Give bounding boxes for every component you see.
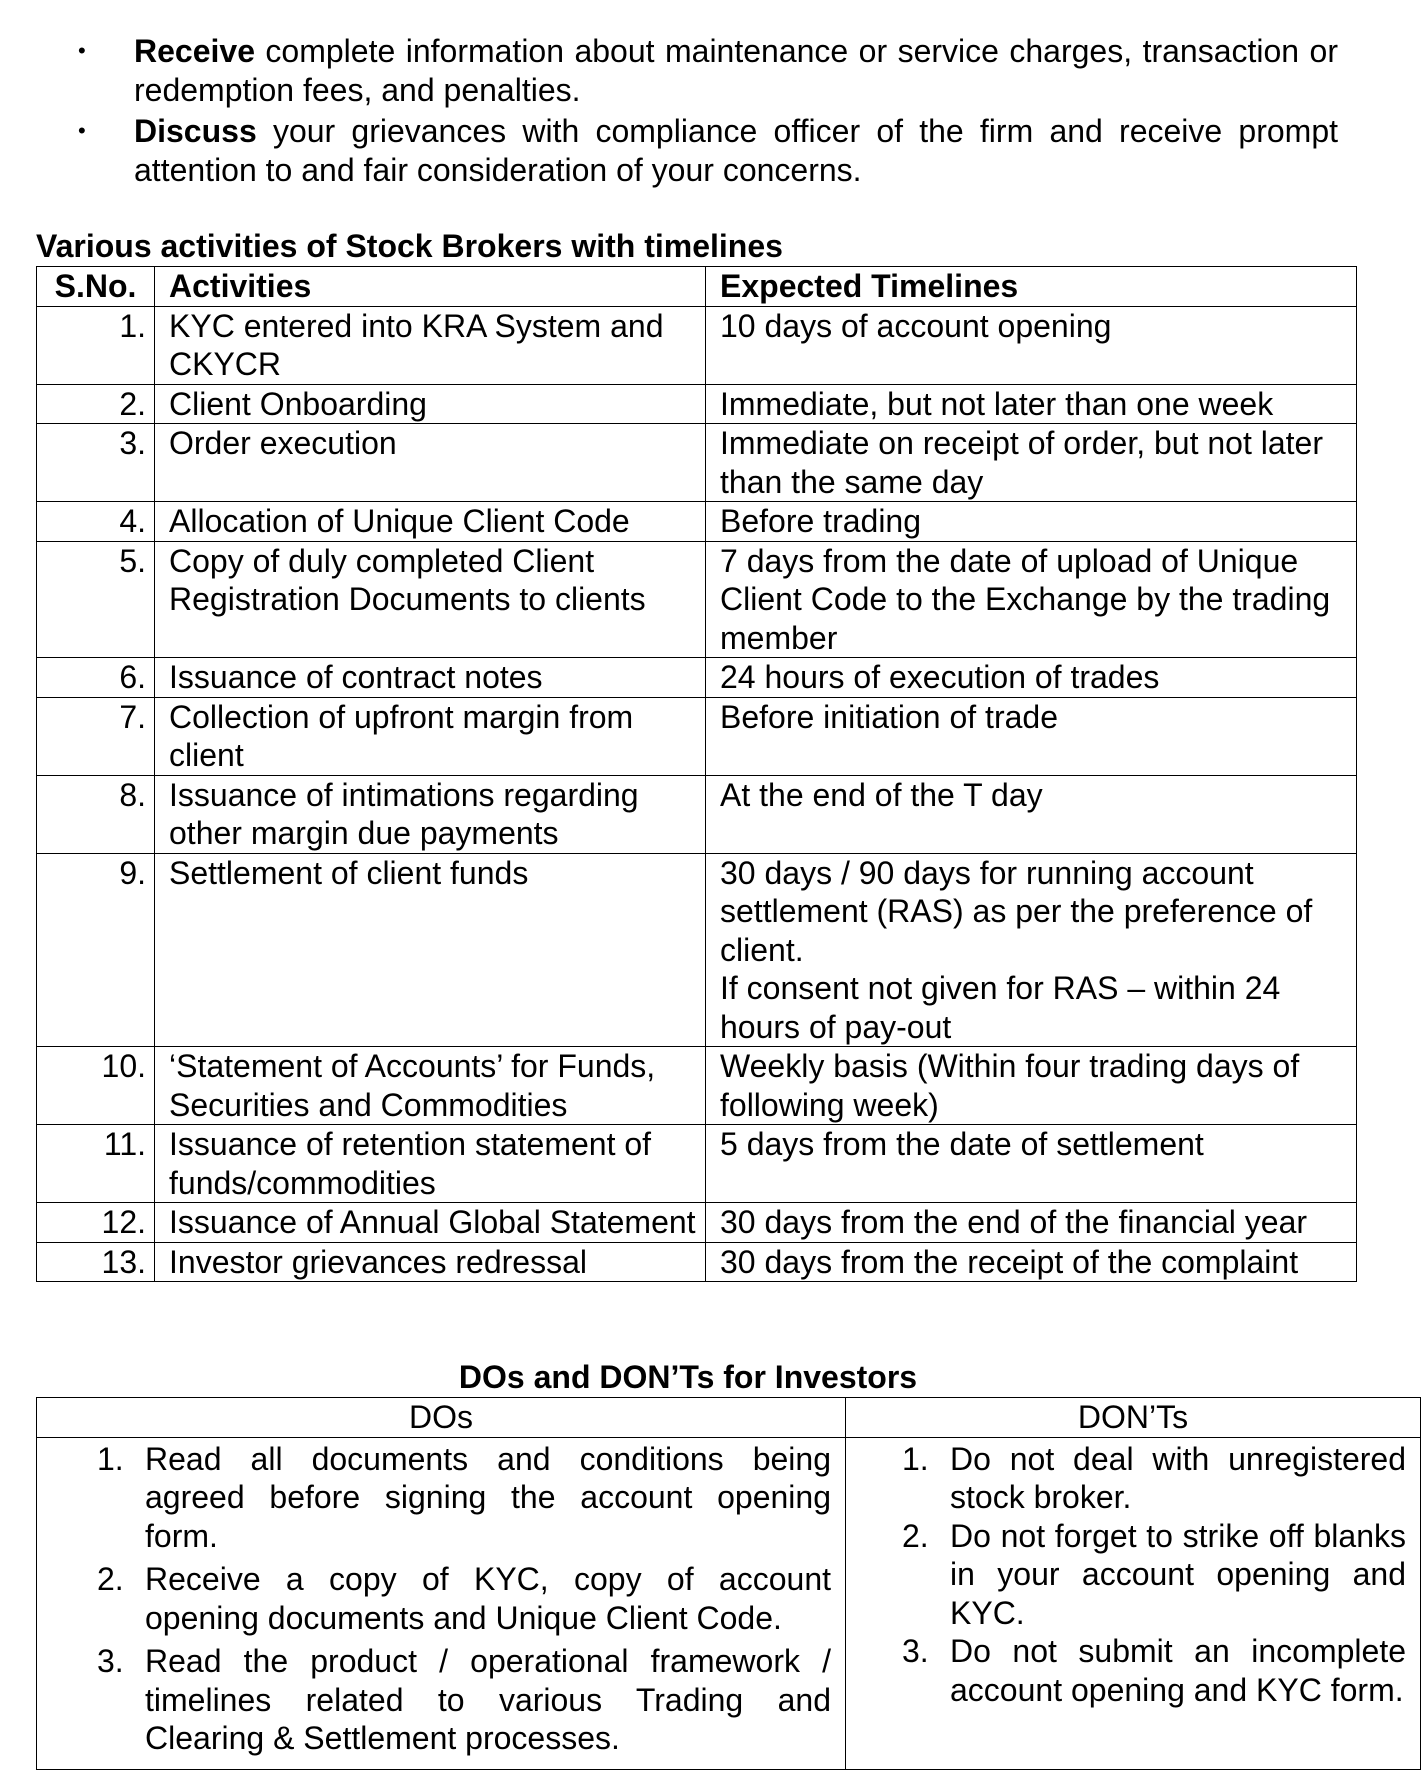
row-timeline-cell xyxy=(706,853,1357,1047)
timelines-title: Various activities of Stock Brokers with timelines xyxy=(36,228,783,264)
list-item xyxy=(97,1642,831,1758)
row-timeline: 5 days from the date of settlement xyxy=(706,1125,1357,1203)
table-row xyxy=(37,384,1357,424)
header-sno: S.No. xyxy=(37,267,155,307)
list-number: 1. xyxy=(97,1440,124,1477)
table-row xyxy=(37,1047,1357,1125)
list-item xyxy=(902,1517,1406,1633)
bullet-item xyxy=(76,112,1338,189)
table-header-row xyxy=(37,267,1357,307)
row-activity: Issuance of retention statement of funds/commodities xyxy=(155,1125,706,1203)
list-item xyxy=(97,1560,831,1637)
row-timeline: 30 days from the end of the financial year xyxy=(706,1203,1357,1243)
table-row xyxy=(37,697,1357,775)
table-row xyxy=(37,1125,1357,1203)
row-sno: 9. xyxy=(37,853,155,1047)
bullet-text: your grievances with compliance officer of the firm and receive prompt attention to and fair consideration of your concerns. xyxy=(134,113,1338,188)
row-sno: 8. xyxy=(37,775,155,853)
row-activity: Collection of upfront margin from client xyxy=(155,697,706,775)
table-row xyxy=(37,658,1357,698)
row-timeline: Before trading xyxy=(706,502,1357,542)
row-activity: Issuance of Annual Global Statement xyxy=(155,1203,706,1243)
row-timeline: At the end of the T day xyxy=(706,775,1357,853)
list-text: Receive a copy of KYC, copy of account opening documents and Unique Client Code. xyxy=(145,1561,831,1636)
row-activity: Investor grievances redressal xyxy=(155,1242,706,1282)
row-activity: Client Onboarding xyxy=(155,384,706,424)
list-text: Read all documents and conditions being agreed before signing the account opening form. xyxy=(145,1440,831,1554)
timelines-table xyxy=(36,266,1357,1282)
list-item xyxy=(97,1440,831,1556)
table-row xyxy=(37,1437,1421,1769)
table-row xyxy=(37,306,1357,384)
list-number: 3. xyxy=(97,1643,124,1679)
row-activity: Order execution xyxy=(155,424,706,502)
row-timeline: Immediate, but not later than one week xyxy=(706,384,1357,424)
row-sno: 1. xyxy=(37,306,155,384)
table-row xyxy=(37,502,1357,542)
bullet-text: complete information about maintenance or service charges, transaction or redemption fees, and penalties. xyxy=(134,33,1338,108)
row-timeline: Weekly basis (Within four trading days of following week) xyxy=(706,1047,1357,1125)
list-number: 1. xyxy=(902,1440,929,1477)
bullet-lead: Discuss xyxy=(134,113,257,149)
list-text: Do not deal with unregistered stock broker. xyxy=(950,1440,1406,1515)
donts-cell xyxy=(846,1437,1421,1769)
row-sno: 11. xyxy=(37,1125,155,1203)
table-header-row xyxy=(37,1398,1421,1438)
header-timelines: Expected Timelines xyxy=(706,267,1357,307)
dos-cell xyxy=(37,1437,846,1769)
row-sno: 12. xyxy=(37,1203,155,1243)
table-row xyxy=(37,541,1357,658)
row-timeline: 24 hours of execution of trades xyxy=(706,658,1357,698)
row-timeline: 30 days from the receipt of the complaint xyxy=(706,1242,1357,1282)
investor-rights-list xyxy=(76,32,1338,192)
list-item xyxy=(902,1440,1406,1517)
row-activity: KYC entered into KRA System and CKYCR xyxy=(155,306,706,384)
row-timeline: 30 days / 90 days for running account settlement (RAS) as per the preference of client. xyxy=(720,854,1313,968)
row-timeline: 10 days of account opening xyxy=(706,306,1357,384)
table-row xyxy=(37,775,1357,853)
list-number: 2. xyxy=(902,1517,929,1554)
row-activity: Copy of duly completed Client Registration Documents to clients xyxy=(155,541,706,658)
row-activity: ‘Statement of Accounts’ for Funds, Securities and Commodities xyxy=(155,1047,706,1125)
row-sno: 4. xyxy=(37,502,155,542)
list-text: Do not forget to strike off blanks in your account opening and KYC. xyxy=(950,1517,1406,1631)
row-timeline: 7 days from the date of upload of Unique Client Code to the Exchange by the trading member xyxy=(706,541,1357,658)
dos-donts-title: DOs and DON’Ts for Investors xyxy=(458,1359,918,1395)
list-number: 3. xyxy=(902,1633,929,1669)
row-timeline: Before initiation of trade xyxy=(706,697,1357,775)
bullet-icon: • xyxy=(78,38,86,63)
row-sno: 6. xyxy=(37,658,155,698)
table-row xyxy=(37,1242,1357,1282)
row-sno: 3. xyxy=(37,424,155,502)
header-activities: Activities xyxy=(155,267,706,307)
donts-list xyxy=(902,1440,1406,1710)
table-row xyxy=(37,1203,1357,1243)
dos-list xyxy=(97,1440,831,1758)
list-text: Do not submit an incomplete account opening and KYC form. xyxy=(950,1633,1406,1708)
bullet-lead: Receive xyxy=(134,33,255,69)
row-sno: 2. xyxy=(37,384,155,424)
row-activity: Settlement of client funds xyxy=(155,853,706,1047)
table-row xyxy=(37,424,1357,502)
list-text: Read the product / operational framework / timelines related to various Trading and Clearing & Settlement processes. xyxy=(145,1643,831,1756)
row-sno: 10. xyxy=(37,1047,155,1125)
row-timeline: Immediate on receipt of order, but not later than the same day xyxy=(706,424,1357,502)
donts-header: DON’Ts xyxy=(846,1398,1421,1438)
row-activity: Issuance of intimations regarding other margin due payments xyxy=(155,775,706,853)
row-timeline-note: If consent not given for RAS – within 24 hours of pay-out xyxy=(720,970,1281,1045)
row-activity: Allocation of Unique Client Code xyxy=(155,502,706,542)
row-sno: 7. xyxy=(37,697,155,775)
row-activity: Issuance of contract notes xyxy=(155,658,706,698)
list-item xyxy=(902,1632,1406,1709)
row-sno: 5. xyxy=(37,541,155,658)
dos-header: DOs xyxy=(37,1398,846,1438)
row-sno: 13. xyxy=(37,1242,155,1282)
table-row xyxy=(37,853,1357,1047)
bullet-item xyxy=(76,32,1338,109)
bullet-icon: • xyxy=(78,118,86,143)
dos-donts-table xyxy=(36,1397,1421,1770)
list-number: 2. xyxy=(97,1561,124,1597)
